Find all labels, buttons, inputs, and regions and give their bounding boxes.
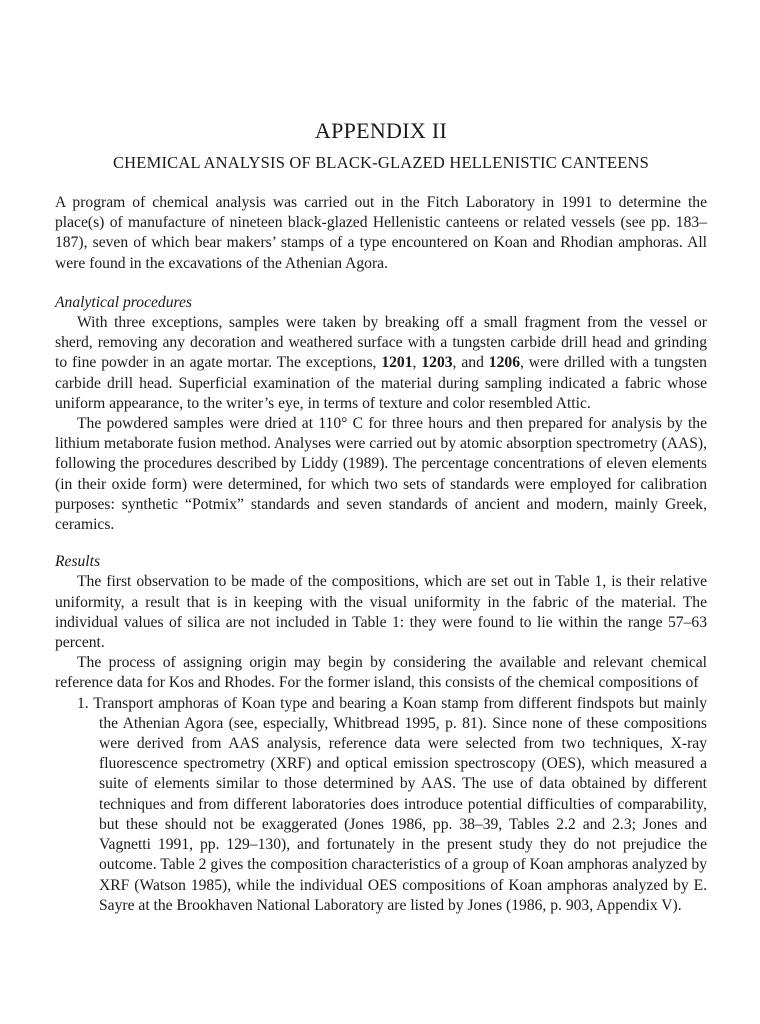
page-content	[55, 118, 707, 916]
analytical-p1-start: With three exceptions, samples were taken by breaking off a small fragment from the vessel or sherd, removing any decoration and weathered surface with a tungsten carbide drill head and grinding to fine powder in an agate mortar. The exceptions,	[55, 314, 707, 372]
analytical-paragraph-1	[55, 313, 707, 414]
results-paragraph-2: The process of assigning origin may begin by considering the available and relevant chemical reference data for Kos and Rhodes. For the former island, this consists of the chemical compositions of	[55, 654, 707, 692]
exception-sep-2: , and	[452, 354, 489, 372]
intro-paragraph: A program of chemical analysis was carried out in the Fitch Laboratory in 1991 to determine the place(s) of manufacture of nineteen black-glazed Hellenistic canteens or related vessels (see pp. 183–187), seven of which bear makers’ stamps of a type encountered on Koan and Rhodian amphoras. All were found in the excavations of the Athenian Agora.	[55, 194, 707, 272]
appendix-subtitle: CHEMICAL ANALYSIS OF BLACK-GLAZED HELLENISTIC CANTEENS	[112, 153, 650, 172]
analytical-procedures-heading: Analytical procedures	[55, 293, 192, 311]
analytical-paragraph-2: The powdered samples were dried at 110° C for three hours and then prepared for analysis by the lithium metaborate fusion method. Analyses were carried out by atomic absorption spectrometry (AAS), following the procedures described by Liddy (1989). The percentage concentrations of eleven elements (in their oxide form) were determined, for which two sets of standards were employed for calibration purposes: synthetic “Potmix” standards and seven standards of ancient and modern, mainly Greek, ceramics.	[55, 415, 707, 534]
exception-sep-1: ,	[412, 354, 422, 372]
exception-1206: 1206	[488, 354, 520, 372]
results-heading: Results	[55, 553, 101, 571]
analytical-p1-end: , were drilled with a tungsten carbide drill head. Superficial examination of the material during sampling indicated a fabric whose uniform appearance, to the writer’s eye, in terms of texture and color resembled Attic.	[55, 354, 707, 412]
appendix-title: APPENDIX II	[314, 118, 448, 143]
exception-1203: 1203	[421, 354, 453, 372]
results-list-item-1: 1. Transport amphoras of Koan type and bearing a Koan stamp from different findspots but mainly the Athenian Agora (see, especially, Whitbread 1995, p. 81). Since none of these compositions were derived from AAS analysis, reference data were selected from two techniques, X-ray fluorescence spectrometry (XRF) and optical emission spectroscopy (OES), which measured a suite of elements similar to those determined by AAS. The use of data obtained by different techniques and from different laboratories does introduce potential difficulties of comparability, but these should not be exaggerated (Jones 1986, pp. 38–39, Tables 2.2 and 2.3; Jones and Vagnetti 1991, pp. 129–130), and fortunately in the present study they do not prejudice the outcome. Table 2 gives the composition characteristics of a group of Koan amphoras analyzed by XRF (Watson 1985), while the individual OES compositions of Koan amphoras analyzed by E. Sayre at the Brookhaven National Laboratory are listed by Jones (1986, p. 903, Appendix V).	[77, 694, 707, 914]
exception-1201: 1201	[381, 354, 413, 372]
results-paragraph-1: The first observation to be made of the compositions, which are set out in Table 1, is their relative uniformity, a result that is in keeping with the visual uniformity in the fabric of the material. The individual values of silica are not included in Table 1: they were found to lie within the range 57–63 percent.	[55, 573, 707, 652]
